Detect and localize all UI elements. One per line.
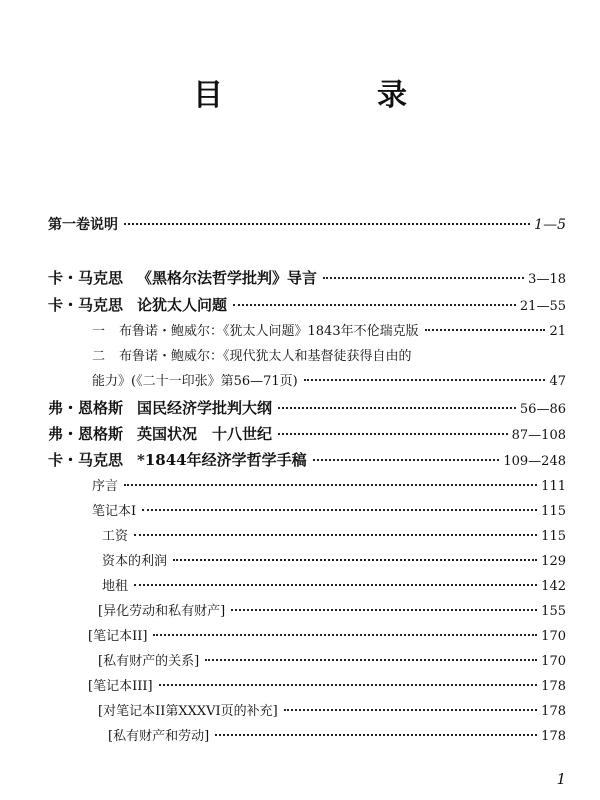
entry-title: 布鲁诺・鲍威尔：《犹太人问题》1843年不伦瑞克版 <box>119 324 419 339</box>
entry-page: 178 <box>541 679 566 694</box>
entry-author: 卡・马克思 <box>48 269 124 287</box>
entry-page: 142 <box>541 579 566 594</box>
entry-title: [笔记本II] <box>88 629 148 644</box>
entry-title: 地租 <box>102 579 129 594</box>
toc-subentry[interactable] <box>98 650 566 676</box>
entry-title: 论犹太人问题 <box>137 296 228 314</box>
entry-page: 178 <box>541 704 566 719</box>
toc-subentry[interactable] <box>92 320 566 346</box>
toc-subentry[interactable] <box>108 725 566 751</box>
page-title: 目 录 <box>193 78 469 113</box>
entry-title: 国民经济学批判大纲 <box>137 399 273 417</box>
entry-page: 115 <box>541 504 566 519</box>
dot-leader <box>304 379 546 381</box>
entry-title: 布鲁诺・鲍威尔：《现代犹太人和基督徒获得自由的 <box>119 349 412 364</box>
dot-leader <box>205 659 537 661</box>
toc-entry[interactable] <box>48 449 566 475</box>
dot-leader <box>134 534 537 536</box>
dot-leader <box>215 734 537 736</box>
entry-title: 第一卷说明 <box>48 217 118 233</box>
dot-leader <box>134 584 537 586</box>
toc-subentry-continued[interactable] <box>92 370 566 396</box>
entry-page: 170 <box>541 654 566 669</box>
dot-leader <box>233 304 516 306</box>
entry-title: [私有财产和劳动] <box>108 729 210 744</box>
dot-leader <box>231 609 537 611</box>
entry-page: 87—108 <box>511 428 566 443</box>
entry-number: 二 <box>92 349 106 364</box>
toc-subentry[interactable] <box>102 550 566 576</box>
entry-title: [私有财产的关系] <box>98 654 200 669</box>
entry-title: 资本的利润 <box>102 554 168 569</box>
dot-leader <box>323 277 524 279</box>
toc-subentry[interactable] <box>102 525 566 551</box>
dot-leader <box>124 223 530 225</box>
entry-title: 能力》(《二十一印张》第56—71页) <box>92 374 298 389</box>
toc-entry[interactable] <box>48 397 566 423</box>
entry-page: 111 <box>541 479 566 494</box>
entry-page: 3—18 <box>528 272 566 287</box>
entry-author: 弗・恩格斯 <box>48 399 124 417</box>
entry-page: 170 <box>541 629 566 644</box>
toc-subentry[interactable] <box>92 475 566 501</box>
page-number: 1 <box>556 770 566 788</box>
dot-leader <box>159 684 538 686</box>
entry-page: 109—248 <box>503 454 566 469</box>
toc-subentry[interactable] <box>102 575 566 601</box>
entry-title: 工资 <box>102 529 129 544</box>
entry-page: 47 <box>549 374 566 389</box>
entry-title: [笔记本III] <box>88 679 153 694</box>
toc-subentry[interactable] <box>92 500 566 526</box>
toc-subentry[interactable] <box>88 675 566 701</box>
entry-title: [对笔记本II第XXXVI页的补充] <box>98 704 278 719</box>
toc-subentry[interactable] <box>98 600 566 626</box>
entry-author: 卡・马克思 <box>48 451 124 469</box>
toc-entry[interactable] <box>48 423 566 449</box>
entry-title: 笔记本I <box>92 504 137 519</box>
entry-author: 弗・恩格斯 <box>48 425 124 443</box>
entry-page: 155 <box>541 604 566 619</box>
entry-page: 178 <box>541 729 566 744</box>
entry-page: 56—86 <box>519 402 566 417</box>
entry-author: 卡・马克思 <box>48 296 124 314</box>
toc-entry-volume-note[interactable] <box>48 214 566 240</box>
entry-page: 1—5 <box>534 217 566 233</box>
toc-entry[interactable] <box>48 294 566 320</box>
entry-page: 21—55 <box>519 299 566 314</box>
dot-leader <box>425 329 546 331</box>
toc-subentry[interactable] <box>92 345 566 371</box>
dot-leader <box>278 407 516 409</box>
toc-subentry[interactable] <box>98 700 566 726</box>
entry-page: 21 <box>549 324 566 339</box>
entry-title: [异化劳动和私有财产] <box>98 604 226 619</box>
dot-leader <box>278 433 508 435</box>
dot-leader <box>313 459 500 461</box>
entry-title: 英国状况 十八世纪 <box>137 425 273 443</box>
entry-page: 129 <box>541 554 566 569</box>
toc-entry[interactable] <box>48 267 566 293</box>
dot-leader <box>173 559 537 561</box>
entry-page: 115 <box>541 529 566 544</box>
entry-title: 《黑格尔法哲学批判》导言 <box>137 269 318 287</box>
dot-leader <box>142 509 537 511</box>
entry-number: 一 <box>92 324 106 339</box>
dot-leader <box>124 484 537 486</box>
entry-title: *1844年经济学哲学手稿 <box>137 451 307 469</box>
dot-leader <box>153 634 537 636</box>
entry-title: 序言 <box>92 479 119 494</box>
toc-subentry[interactable] <box>88 625 566 651</box>
dot-leader <box>284 709 537 711</box>
